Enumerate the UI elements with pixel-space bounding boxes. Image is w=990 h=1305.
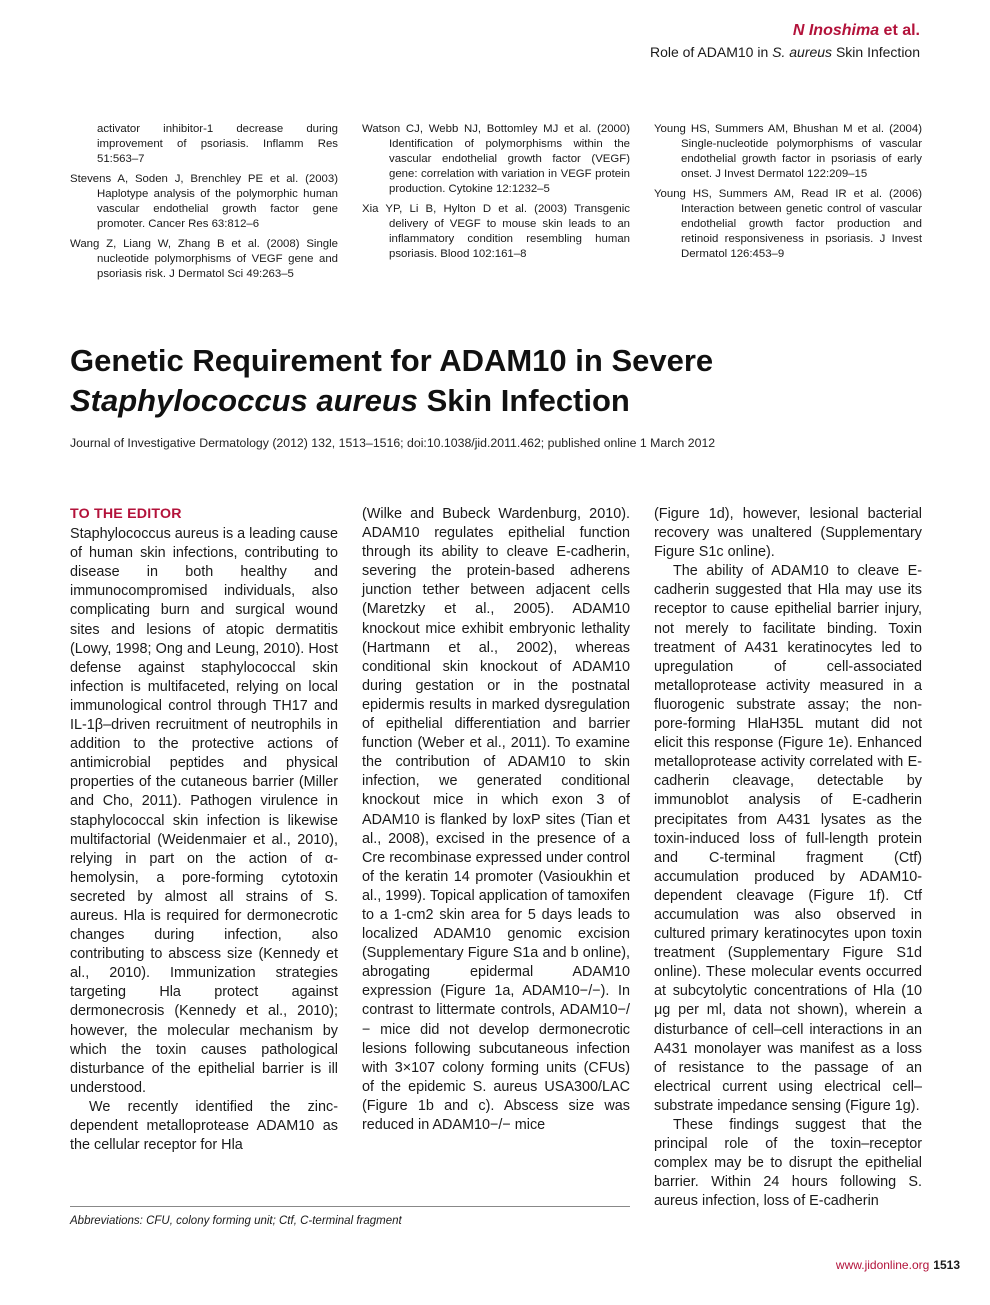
running-header-title	[650, 44, 920, 60]
reference-item: Young HS, Summers AM, Bhushan M et al. (2004) Single-nucleotide polymorphisms of vascular endothelial growth factor in psoriasis of early onset. J Invest Dermatol 122:209–15	[654, 123, 922, 180]
reference-column-3	[654, 122, 922, 267]
author-etal: et al.	[879, 22, 920, 39]
reference-column-2	[362, 122, 630, 267]
reference-item: Watson CJ, Webb NJ, Bottomley MJ et al. (2000) Identification of polymorphisms within the vascular endothelial growth factor (VEGF) gene: correlation with variation in VEGF protein production. Cytokine 12:1232–5	[362, 123, 630, 195]
section-heading: TO THE EDITOR	[70, 506, 182, 522]
article-title	[70, 341, 930, 421]
body-column-1	[70, 505, 338, 1155]
page-number: 1513	[933, 1258, 960, 1272]
author-name: N Inoshima	[792, 22, 880, 39]
running-title-species: S. aureus	[772, 44, 833, 60]
body-paragraph: (Wilke and Bubeck Wardenburg, 2010). ADAM10 regulates epithelial function through its ability to cleave E-cadherin, severing the protein-based adherens junction tether between adjacent cells (Maretzky et al., 2005). ADAM10 knockout mice exhibit embryonic lethality (Hartmann et al., 2002), whereas conditional skin knockout of ADAM10 during gestation or in the postnatal epidermis results in marked dysregulation of epithelial differentiation and barrier function (Weber et al., 2011). To examine the contribution of ADAM10 to skin infection, we generated conditional knockout mice in which exon 3 of ADAM10 is flanked by loxP sites (Tian et al., 2008), excised in the presence of a Cre recombinase expressed under control of the keratin 14 promoter (Vasioukhin et al., 1999). Topical application of tamoxifen to a 1-cm2 skin area for 5 days leads to localized ADAM10 genomic excision (Supplementary Figure S1a and b online), abrogating epidermal ADAM10 expression (Figure 1a, ADAM10−/−). In contrast to littermate controls, ADAM10−/− mice did not develop dermonecrotic lesions following subcutaneous infection with 3×107 colony forming units (CFUs) of the epidemic S. aureus USA300/LAC (Figure 1b and c). Abscess size was reduced in ADAM10−/− mice	[362, 506, 630, 1133]
journal-website-link[interactable]: www.jidonline.org	[835, 1258, 930, 1272]
reference-item: Stevens A, Soden J, Brenchley PE et al. (2003) Haplotype analysis of the polymorphic human vascular endothelial growth factor gene promoter. Cancer Res 63:812–6	[70, 173, 338, 230]
article-title-line-2	[70, 381, 930, 421]
running-title-pre: Role of ADAM10 in	[649, 44, 773, 60]
body-paragraph: (Figure 1d), however, lesional bacterial recovery was unaltered (Supplementary Figure S1c online).	[654, 506, 922, 561]
footnote-rule	[70, 1206, 630, 1207]
reference-item: Xia YP, Li B, Hylton D et al. (2003) Transgenic delivery of VEGF to mouse skin leads to an inflammatory condition resembling human psoriasis. Blood 102:161–8	[362, 203, 630, 260]
running-header-author	[793, 22, 920, 40]
abbreviations-footnote: Abbreviations: CFU, colony forming unit; Ctf, C-terminal fragment	[70, 1215, 402, 1227]
running-title-post: Skin Infection	[832, 44, 920, 60]
reference-item: Wang Z, Liang W, Zhang B et al. (2008) Single nucleotide polymorphisms of VEGF gene and psoriasis risk. J Dermatol Sci 49:263–5	[70, 238, 338, 280]
body-column-3	[654, 505, 922, 1211]
body-paragraph: The ability of ADAM10 to cleave E-cadherin suggested that Hla may use its receptor to cause epithelial barrier injury, not merely to facilitate binding. Toxin treatment of A431 keratinocytes led to upregulation of cell-associated metalloprotease activity measured in a fluorogenic substrate assay; the non-pore-forming HlaH35L mutant did not elicit this response (Figure 1e). Enhanced metalloprotease activity correlated with E-cadherin cleavage, detectable by immunoblot analysis of E-cadherin precipitates from A431 lysates as the toxin-induced loss of full-length protein and C-terminal fragment (Ctf) accumulation produced by ADAM10-dependent cleavage (Figure 1f). Ctf accumulation was also observed in cultured primary keratinocytes upon toxin treatment (Supplementary Figure S1d online). These molecular events occurred at subcytolytic concentrations of Hla (10 μg per ml, data not shown), wherein a disturbance of cell–cell interactions in an A431 monolayer was manifest as a loss of resistance to the passage of an electrical current using electrical cell–substrate impedance sensing (Figure 1g).	[654, 563, 922, 1114]
page-footer	[836, 1258, 960, 1272]
body-column-2	[362, 505, 630, 1135]
reference-item: Young HS, Summers AM, Read IR et al. (2006) Interaction between genetic control of vascular endothelial growth factor production and retinoid responsiveness in psoriasis. J Invest Dermatol 126:453–9	[654, 188, 922, 260]
body-paragraph: These findings suggest that the principal role of the toxin–receptor complex may be to disrupt the epithelial barrier. Within 24 hours following S. aureus infection, loss of E-cadherin	[654, 1117, 922, 1210]
article-title-rest: Skin Infection	[418, 383, 630, 418]
reference-column-1	[70, 122, 338, 287]
reference-item: activator inhibitor-1 decrease during improvement of psoriasis. Inflamm Res 51:563–7	[97, 123, 338, 165]
body-paragraph: We recently identified the zinc-dependent metalloprotease ADAM10 as the cellular receptor for Hla	[70, 1098, 338, 1154]
body-paragraph: Staphylococcus aureus is a leading cause of human skin infections, contributing to disease in both healthy and immunocompromised individuals, also complicating burn and surgical wound sites and lesions of atopic dermatitis (Lowy, 1998; Ong and Leung, 2010). Host defense against staphylococcal skin infection is multifaceted, relying on local immunological control through TH17 and IL-1β–driven recruitment of neutrophils in addition to the protective actions of antimicrobial peptides and physical properties of the cutaneous barrier (Miller and Cho, 2011). Pathogen virulence in staphylococcal skin infection is likewise multifactorial (Weidenmaier et al., 2010), relying in part on the action of α-hemolysin, a pore-forming cytotoxin secreted by almost all strains of S. aureus. Hla is required for dermonecrotic changes during infection, also contributing to abscess size (Kennedy et al., 2010). Immunization strategies targeting Hla protect against dermonecrosis (Kennedy et al., 2010); however, the molecular mechanism by which the toxin causes pathological disturbance of the epithelial barrier is ill understood.	[70, 526, 338, 1096]
article-title-line-1: Genetic Requirement for ADAM10 in Severe	[70, 343, 714, 378]
article-title-species: Staphylococcus aureus	[70, 383, 419, 418]
article-citation: Journal of Investigative Dermatology (2012) 132, 1513–1516; doi:10.1038/jid.2011.462; published online 1 March 2012	[70, 436, 716, 450]
